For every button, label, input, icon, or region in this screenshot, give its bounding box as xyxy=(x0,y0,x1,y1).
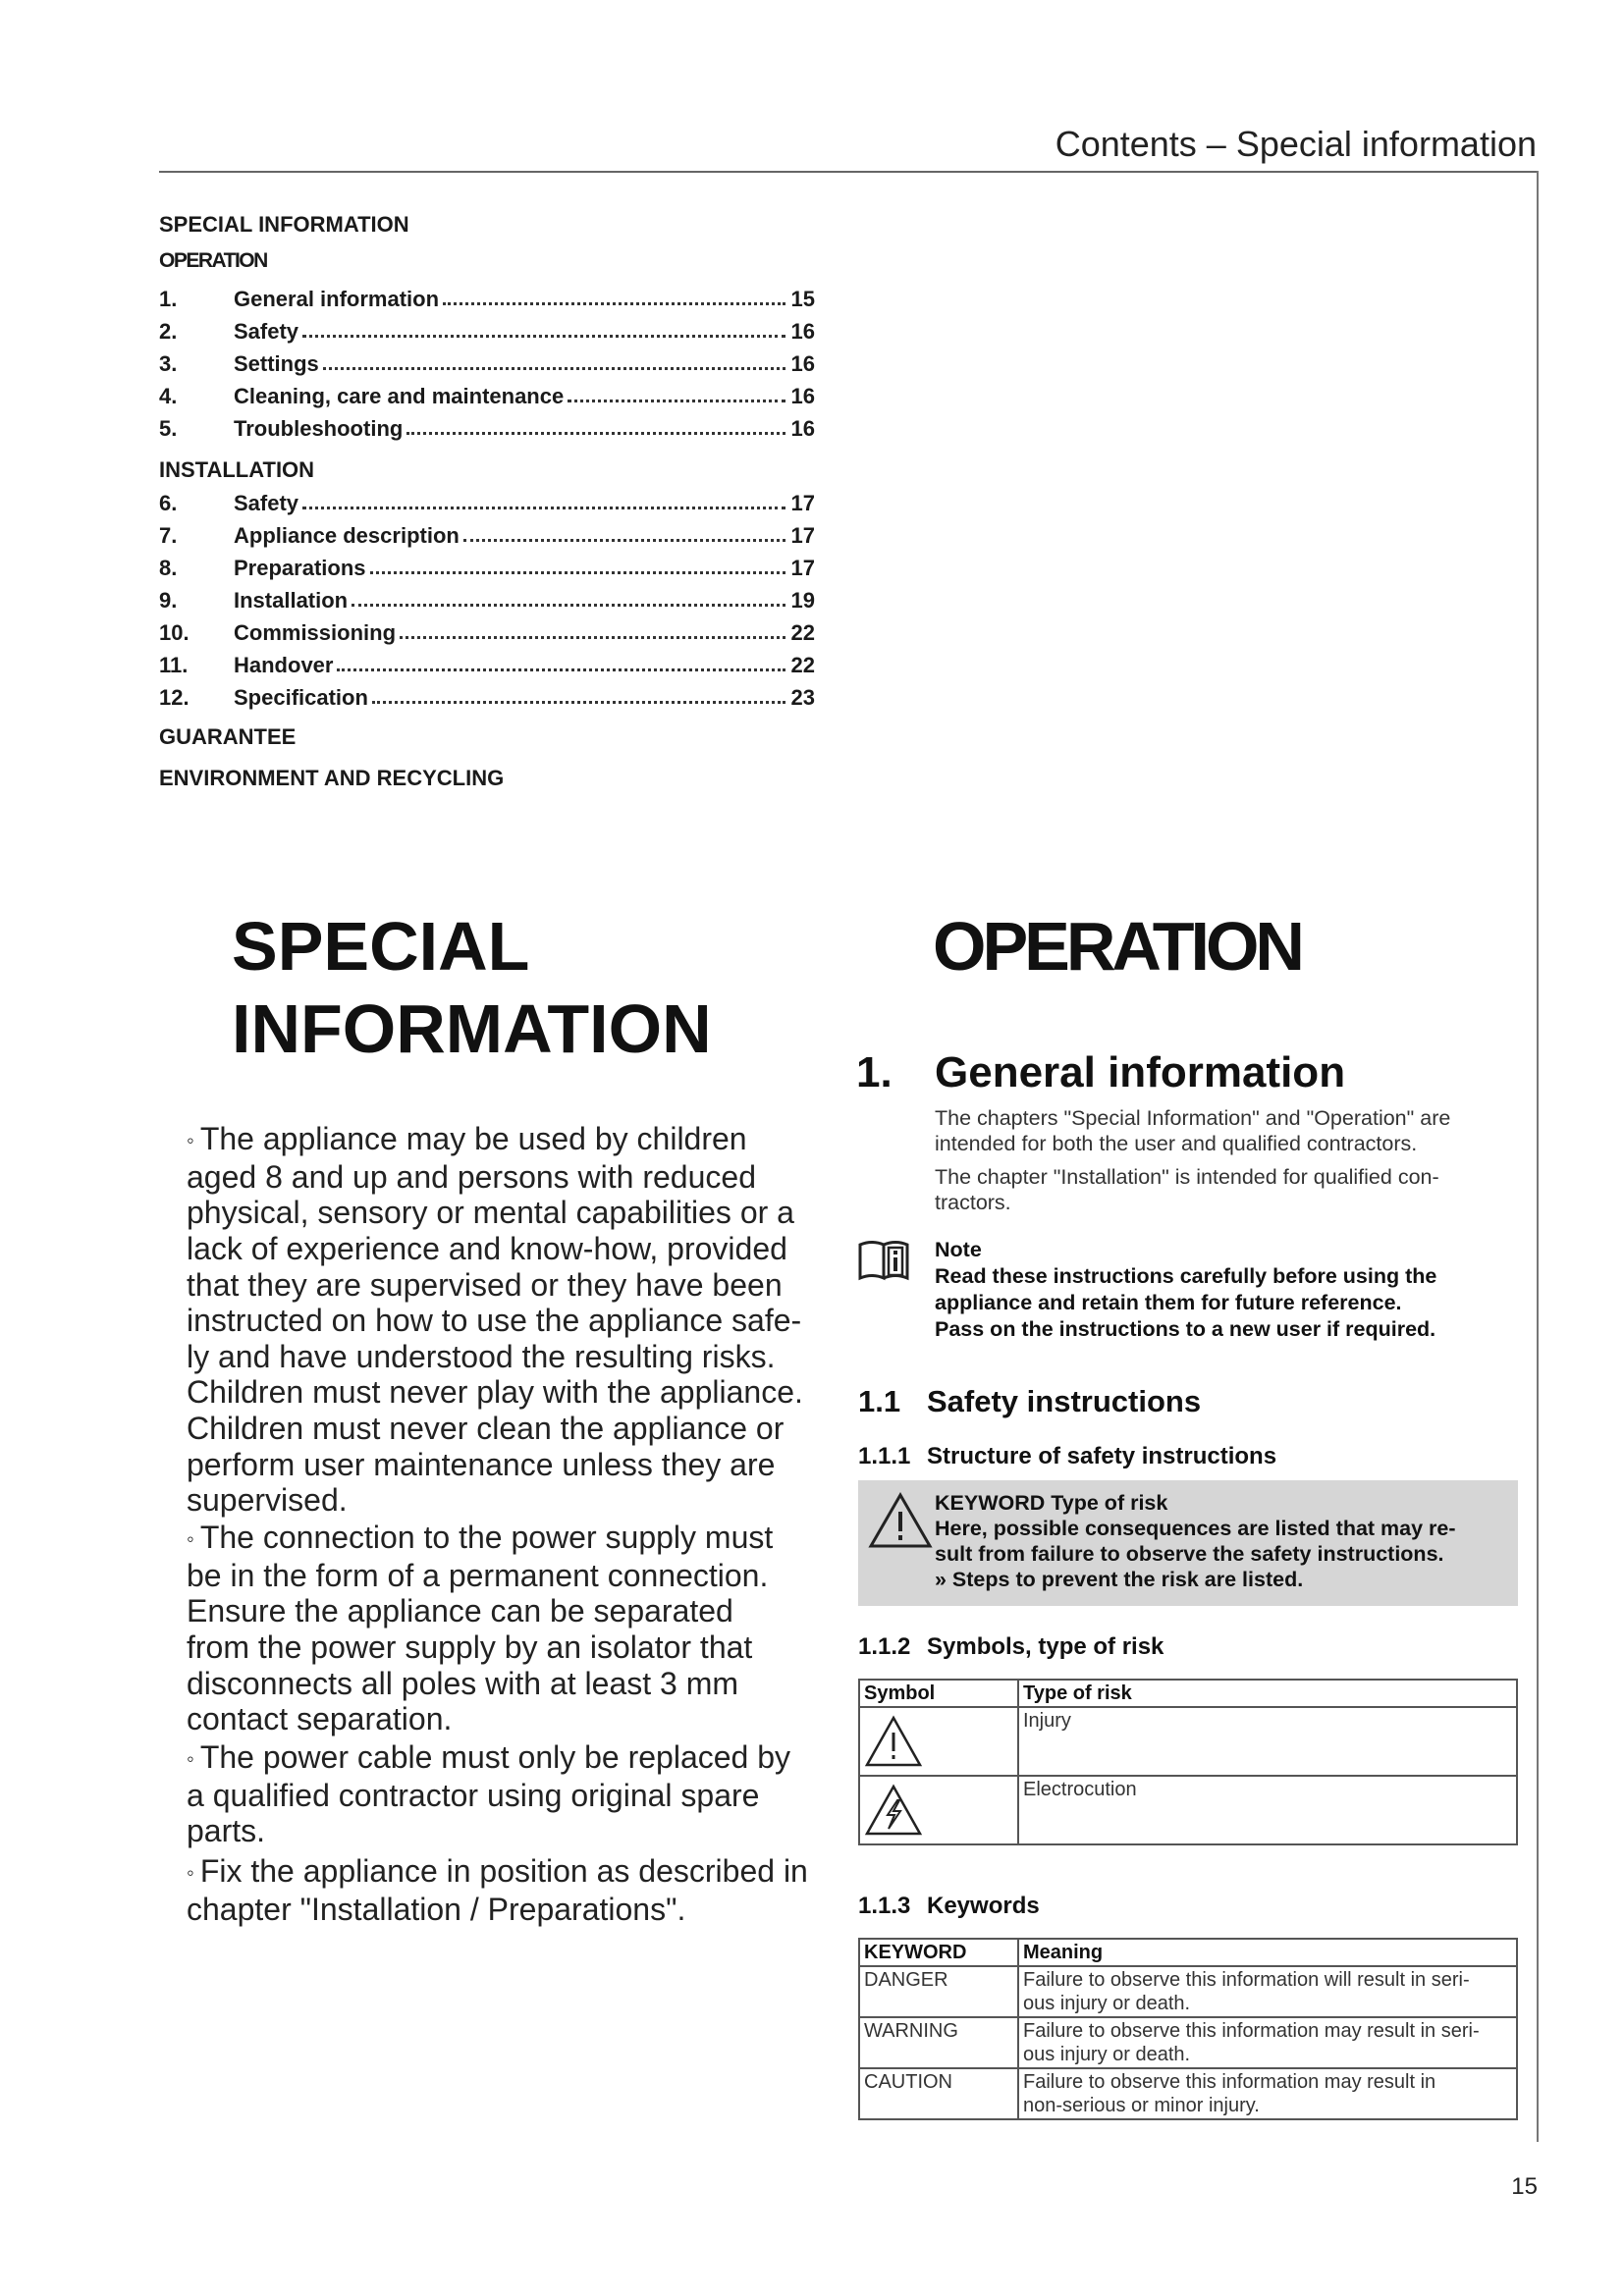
bullet-line: ly and have understood the resulting risks. xyxy=(187,1338,776,1374)
operation-title: OPERATION xyxy=(933,908,1301,985)
toc-entry[interactable] xyxy=(159,614,815,646)
installation-paragraph: The chapter "Installation" is intended for qualified con- tractors. xyxy=(935,1165,1439,1214)
toc-entry-number: 8. xyxy=(159,556,178,580)
note-block: Note Read these instructions carefully before using the appliance and retain them for future reference. Pass on the instructions to a new user if required. xyxy=(935,1237,1524,1343)
toc-dot-leader xyxy=(370,571,786,574)
subsection-heading-structure: 1.1.1 Structure of safety instructions xyxy=(858,1443,1277,1469)
bullet-line: a qualified contractor using original spare xyxy=(187,1777,760,1813)
table-row xyxy=(859,2017,1517,2068)
page-number: 15 xyxy=(1511,2173,1538,2200)
meaning-cell: Failure to observe this information may result in seri- ous injury or death. xyxy=(1018,2017,1517,2068)
note-book-icon xyxy=(858,1239,927,1282)
toc-entry-number: 4. xyxy=(159,384,178,408)
warning-consequence-line: Here, possible consequences are listed that may re- xyxy=(935,1517,1456,1540)
bullet-line: chapter "Installation / Preparations". xyxy=(187,1891,686,1927)
special-bullet xyxy=(187,1739,831,1849)
toc-dot-leader xyxy=(568,400,785,402)
toc-entry-page: 15 xyxy=(790,287,815,311)
bullet-line: lack of experience and know-how, provided xyxy=(187,1231,787,1267)
electrocution-triangle-icon xyxy=(864,1784,923,1837)
toc-dot-leader xyxy=(352,604,785,607)
warning-triangle-icon xyxy=(864,1715,923,1768)
keyword-cell: DANGER xyxy=(859,1966,1018,2017)
table-header-cell: KEYWORD xyxy=(859,1939,1018,1966)
warning-steps-line: » Steps to prevent the risk are listed. xyxy=(935,1568,1304,1591)
symbol-cell xyxy=(859,1707,1018,1776)
toc-entry[interactable] xyxy=(159,346,815,377)
bullet-mark: ◦ xyxy=(187,1860,194,1886)
keyword-cell: WARNING xyxy=(859,2017,1018,2068)
bullet-line: aged 8 and up and persons with reduced xyxy=(187,1158,756,1195)
meaning-cell: Failure to observe this information will result in seri- ous injury or death. xyxy=(1018,1966,1517,2017)
toc-entry-number: 6. xyxy=(159,491,178,515)
subsection-heading-keywords: 1.1.3 Keywords xyxy=(858,1893,1040,1919)
toc-entry-number: 2. xyxy=(159,319,178,344)
toc-entry-title: Commissioning xyxy=(234,620,397,645)
bullet-line: instructed on how to use the appliance safe- xyxy=(187,1303,802,1339)
toc-heading-installation: INSTALLATION xyxy=(159,457,315,482)
toc-entry[interactable] xyxy=(159,582,815,614)
bullet-line: parts. xyxy=(187,1813,266,1849)
toc-entry-number: 3. xyxy=(159,351,178,376)
symbol-cell xyxy=(859,1776,1018,1844)
section-title: General information xyxy=(935,1048,1346,1096)
toc-entry[interactable] xyxy=(159,647,815,678)
toc-dot-leader xyxy=(323,367,785,370)
bullet-line: supervised. xyxy=(187,1482,348,1519)
bullet-line: be in the form of a permanent connection. xyxy=(187,1557,769,1593)
bullet-line: from the power supply by an isolator that xyxy=(187,1629,753,1666)
bullet-line: ◦ Fix the appliance in position as described in xyxy=(187,1853,808,1889)
toc-dot-leader xyxy=(406,432,785,435)
special-bullet xyxy=(187,1853,831,1927)
toc-entry-title: Specification xyxy=(234,685,368,710)
toc-entry-page: 16 xyxy=(790,319,815,344)
bullet-line: that they are supervised or they have been xyxy=(187,1266,783,1303)
header-divider xyxy=(159,171,1538,173)
toc-entry-number: 5. xyxy=(159,416,178,441)
toc-entry-number: 7. xyxy=(159,523,178,548)
toc-heading-special-information: SPECIAL INFORMATION xyxy=(159,212,409,237)
bullet-line: contact separation. xyxy=(187,1701,453,1737)
risk-cell: Injury xyxy=(1018,1707,1517,1776)
toc-entry-number: 10. xyxy=(159,620,189,645)
table-row xyxy=(859,1707,1517,1776)
toc-entry-number: 11. xyxy=(159,653,189,677)
section-heading-general-information xyxy=(856,1048,1345,1097)
table-header-cell: Type of risk xyxy=(1018,1680,1517,1707)
toc-entry-page: 16 xyxy=(790,384,815,408)
warning-keyword-line: KEYWORD Type of risk xyxy=(935,1491,1168,1515)
toc-entry-number: 12. xyxy=(159,685,189,710)
toc-entry-number: 1. xyxy=(159,287,178,311)
warning-triangle-icon xyxy=(868,1492,933,1549)
table-header-cell: Symbol xyxy=(859,1680,1018,1707)
toc-entry-page: 19 xyxy=(790,588,815,613)
bullet-line: ◦ The power cable must only be replaced by xyxy=(187,1739,791,1775)
toc-entry-title: Appliance description xyxy=(234,523,460,548)
toc-dot-leader xyxy=(463,539,785,542)
toc-dot-leader xyxy=(302,335,785,338)
bullet-line: disconnects all poles with at least 3 mm xyxy=(187,1665,739,1701)
section-number: 1. xyxy=(856,1048,893,1096)
special-bullet xyxy=(187,1520,831,1737)
meaning-cell: Failure to observe this information may result in non-serious or minor injury. xyxy=(1018,2068,1517,2119)
toc-entry-page: 16 xyxy=(790,416,815,441)
toc-dot-leader xyxy=(400,636,785,639)
toc-entry-page: 22 xyxy=(790,620,815,645)
toc-entry[interactable] xyxy=(159,550,815,581)
toc-heading-environment: ENVIRONMENT AND RECYCLING xyxy=(159,766,505,790)
keywords-table xyxy=(858,1938,1518,2120)
toc-entry-number: 9. xyxy=(159,588,178,613)
subsection-heading-safety-instructions: 1.1 Safety instructions xyxy=(858,1384,1202,1418)
toc-entry-title: Settings xyxy=(234,351,319,376)
toc-dot-leader xyxy=(337,668,785,671)
note-label: Note xyxy=(935,1238,982,1261)
bullet-line: Ensure the appliance can be separated xyxy=(187,1593,733,1629)
table-row xyxy=(859,1776,1517,1844)
bullet-line: Children must never clean the appliance or xyxy=(187,1411,785,1446)
table-header-row xyxy=(859,1680,1517,1707)
toc-entry-title: Troubleshooting xyxy=(234,416,404,441)
bullet-mark: ◦ xyxy=(187,1746,194,1772)
page-header-title: Contents – Special information xyxy=(1055,124,1537,164)
toc-entry-page: 17 xyxy=(790,491,815,515)
toc-entry[interactable] xyxy=(159,378,815,409)
toc-entry[interactable] xyxy=(159,313,815,345)
toc-entry-page: 17 xyxy=(790,556,815,580)
toc-entry-page: 16 xyxy=(790,351,815,376)
toc-entry-page: 17 xyxy=(790,523,815,548)
table-header-cell: Meaning xyxy=(1018,1939,1517,1966)
bullet-mark: ◦ xyxy=(187,1128,194,1153)
toc-entry-title: Safety xyxy=(234,319,299,344)
toc-heading-operation: OPERATION xyxy=(159,249,267,272)
bullet-line: perform user maintenance unless they are xyxy=(187,1446,776,1482)
toc-entry-title: Cleaning, care and maintenance xyxy=(234,384,565,408)
toc-entry-title: General information xyxy=(234,287,440,311)
warning-consequence-line: sult from failure to observe the safety instructions. xyxy=(935,1542,1444,1566)
special-title-line1: SPECIAL xyxy=(232,908,530,985)
subsection-heading-symbols: 1.1.2 Symbols, type of risk xyxy=(858,1633,1164,1660)
toc-entry-title: Safety xyxy=(234,491,299,515)
bullet-line: ◦ The appliance may be used by children xyxy=(187,1121,747,1156)
toc-dot-leader xyxy=(302,507,785,509)
table-row xyxy=(859,1966,1517,2017)
toc-entry-page: 23 xyxy=(790,685,815,710)
toc-entry-title: Preparations xyxy=(234,556,366,580)
special-title-line2: INFORMATION xyxy=(232,990,712,1067)
toc-dot-leader xyxy=(443,302,785,305)
symbols-table xyxy=(858,1679,1518,1845)
special-bullet xyxy=(187,1121,831,1519)
intro-paragraph: The chapters "Special Information" and "Operation" are intended for both the user and qualified contractors. xyxy=(935,1106,1451,1155)
risk-cell: Electrocution xyxy=(1018,1776,1517,1844)
toc-entry[interactable] xyxy=(159,517,815,549)
bullet-mark: ◦ xyxy=(187,1526,194,1552)
bullet-line: Children must never play with the appliance. xyxy=(187,1374,803,1411)
toc-entry-title: Installation xyxy=(234,588,349,613)
toc-heading-guarantee: GUARANTEE xyxy=(159,724,297,749)
toc-dot-leader xyxy=(372,701,785,704)
bullet-line: ◦ The connection to the power supply must xyxy=(187,1520,774,1555)
keyword-cell: CAUTION xyxy=(859,2068,1018,2119)
toc-entry[interactable] xyxy=(159,281,815,312)
right-margin-rule xyxy=(1537,171,1539,2142)
table-header-row xyxy=(859,1939,1517,1966)
toc-entry-title: Handover xyxy=(234,653,334,677)
toc-entry[interactable] xyxy=(159,485,815,516)
toc-entry[interactable] xyxy=(159,679,815,711)
toc-entry-page: 22 xyxy=(790,653,815,677)
bullet-line: physical, sensory or mental capabilities or a xyxy=(187,1195,794,1231)
toc-entry[interactable] xyxy=(159,410,815,442)
table-row xyxy=(859,2068,1517,2119)
